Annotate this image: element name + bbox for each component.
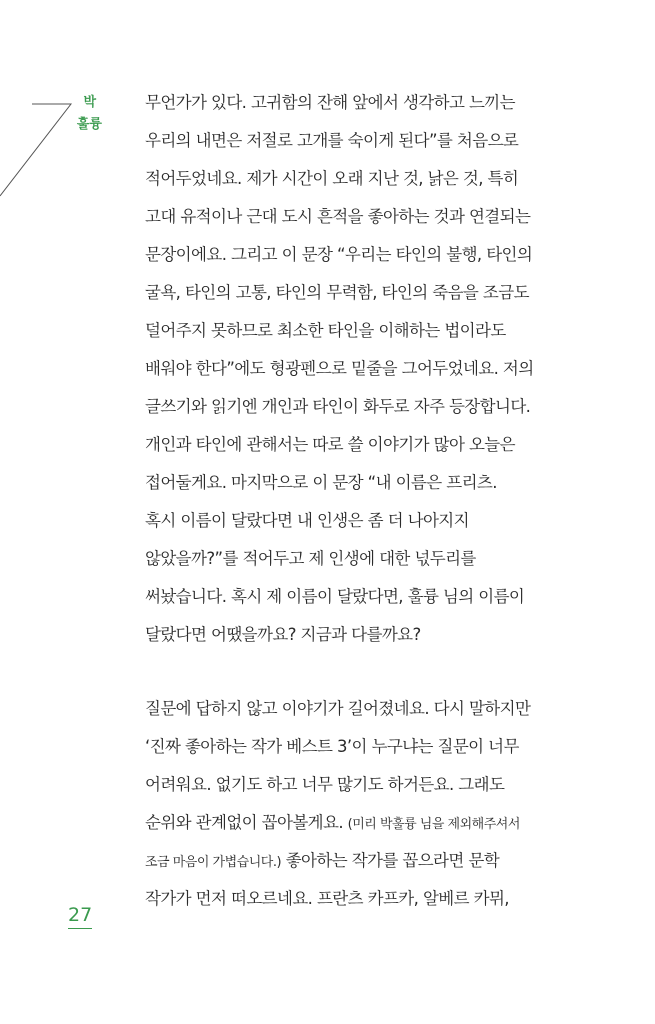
text-line — [145, 544, 534, 582]
line-text: 고대 유적이나 근대 도시 흔적을 좋아하는 것과 연결되는 — [145, 207, 531, 226]
body-text — [145, 88, 534, 922]
text-line — [145, 884, 534, 922]
text-line — [145, 240, 534, 278]
text-line — [145, 430, 534, 468]
text-line — [145, 202, 534, 240]
text-line — [145, 694, 534, 732]
line-text: 배워야 한다”에도 형광펜으로 밑줄을 그어두었네요. 저의 — [145, 359, 534, 378]
text-line — [145, 506, 534, 544]
line-text: 접어둘게요. 마지막으로 이 문장 “내 이름은 프리츠. — [145, 473, 497, 492]
line-text: 덜어주지 못하므로 최소한 타인을 이해하는 법이라도 — [145, 321, 506, 340]
text-line — [145, 732, 534, 770]
text-line — [145, 88, 534, 126]
line-text: 질문에 답하지 않고 이야기가 길어졌네요. 다시 말하지만 — [145, 699, 531, 718]
text-line — [145, 126, 534, 164]
paragraph — [145, 88, 534, 658]
line-text: 무언가가 있다. 고귀함의 잔해 앞에서 생각하고 느끼는 — [145, 93, 515, 112]
text-line — [145, 354, 534, 392]
line-text: 좋아하는 작가를 꼽으라면 문학 — [281, 851, 500, 870]
line-text: 개인과 타인에 관해서는 따로 쓸 이야기가 많아 오늘은 — [145, 435, 515, 454]
author-surname: 박 — [83, 95, 96, 110]
text-line — [145, 278, 534, 316]
text-line — [145, 808, 534, 846]
text-line — [145, 770, 534, 808]
text-line — [145, 468, 534, 506]
author-given-name: 훌륭 — [76, 117, 102, 132]
text-line — [145, 620, 534, 658]
line-text: 문장이에요. 그리고 이 문장 “우리는 타인의 불행, 타인의 — [145, 245, 533, 264]
text-line — [145, 846, 534, 884]
parenthetical-text: (미리 박훌륭 님을 제외해주셔서 — [347, 817, 520, 832]
paragraph-gap — [145, 658, 534, 694]
parenthetical-text: 조금 마음이 가볍습니다.) — [145, 855, 282, 870]
line-text: 글쓰기와 읽기엔 개인과 타인이 화두로 자주 등장합니다. — [145, 397, 531, 416]
line-text: ‘진짜 좋아하는 작가 베스트 3’이 누구냐는 질문이 너무 — [145, 737, 519, 756]
text-line — [145, 316, 534, 354]
line-text: 순위와 관계없이 꼽아볼게요. — [145, 813, 348, 832]
line-text: 적어두었네요. 제가 시간이 오래 지난 것, 낡은 것, 특히 — [145, 169, 519, 188]
line-text: 우리의 내면은 저절로 고개를 숙이게 된다”를 처음으로 — [145, 131, 519, 150]
line-text: 어려워요. 없기도 하고 너무 많기도 하거든요. 그래도 — [145, 775, 505, 794]
page-number: 27 — [68, 904, 92, 929]
line-text: 달랐다면 어땠을까요? 지금과 다를까요? — [145, 625, 421, 644]
text-line — [145, 164, 534, 202]
line-text: 굴욕, 타인의 고통, 타인의 무력함, 타인의 죽음을 조금도 — [145, 283, 529, 302]
paragraph — [145, 694, 534, 922]
line-text: 않았을까?”를 적어두고 제 인생에 대한 넋두리를 — [145, 549, 476, 568]
line-text: 써놨습니다. 혹시 제 이름이 달랐다면, 훌륭 님의 이름이 — [145, 587, 525, 606]
author-name — [62, 92, 102, 136]
line-text: 작가가 먼저 떠오르네요. 프란츠 카프카, 알베르 카뮈, — [145, 889, 509, 908]
line-text: 혹시 이름이 달랐다면 내 인생은 좀 더 나아지지 — [145, 511, 469, 530]
text-line — [145, 582, 534, 620]
text-line — [145, 392, 534, 430]
